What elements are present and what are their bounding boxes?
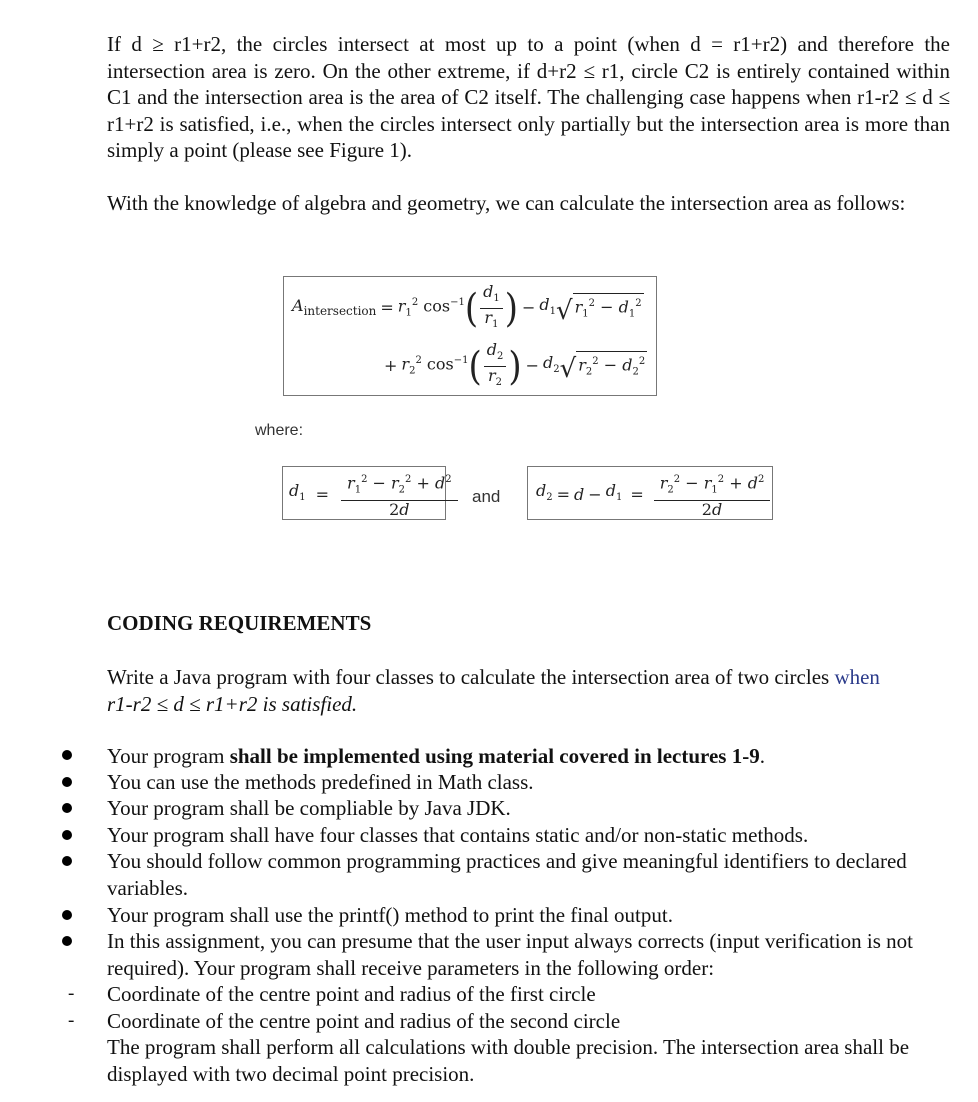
sub-requirement-2: Coordinate of the centre point and radius of the second circle [107,1009,621,1033]
formula-a-sub: intersection [303,304,377,319]
bullet-icon [62,856,72,866]
bullet-icon [62,803,72,813]
and-label: and [472,487,501,506]
formula-line-1: $A_{intersection}$ = $r_1^2$ $\cos^{-1}$ ( $\frac{d_1}{r_1}$ ) − $d_1$ √ $r_1^2 - d_1^2$ [292,282,642,332]
requirement-7: In this assignment, you can presume that the user input always corrects (input verification is not required). Your program shall receive parameters in the following order: [107,929,913,980]
formula-line-2: + $r_2^2$ $\cos^{-1}$ ( $\frac{d_2}{r_2}$ ) − $d_2$ √ $r_2^2 - d_2^2$ [384,340,646,390]
bullet-icon [62,777,72,787]
coding-intro: Write a Java program with four classes to calculate the intersection area of two circles when r1-r2 ≤ d ≤ r1+r2 is satisfied. [107,665,880,716]
intro-paragraph-1: If d ≥ r1+r2, the circles intersect at most up to a point (when d = r1+r2) and therefore the intersection area is zero. On the other extreme, if d+r2 ≤ r1, circle C2 is entirely contained within C1 and the intersection area is the area of C2 itself. The challenging case happens when r1-r2 ≤ d ≤ r1+r2 is satisfied, i.e., when the circles intersect only partially but the intersection area is more than simply a point (please see Figure 1). [107,32,950,162]
requirement-4: Your program shall have four classes that contains static and/or non-static methods. [107,823,809,847]
bullet-icon [62,750,72,760]
bullet-icon [62,910,72,920]
requirement-2: You can use the methods predefined in Math class. [107,770,534,794]
dash-icon: - [68,983,75,1004]
bullet-icon [62,830,72,840]
requirement-6: Your program shall use the printf() method to print the final output. [107,903,673,927]
d1-formula: $d_1$ = $\frac{r_1^2 - r_2^2 + d^2}{2d}$ [282,466,446,520]
final-requirement: The program shall perform all calculations with double precision. The intersection area shall be displayed with two decimal point precision. [107,1035,910,1086]
coding-intro-when: when [834,665,880,689]
requirement-1: Your program shall be implemented using material covered in lectures 1-9. [107,744,765,768]
requirement-5: You should follow common programming practices and give meaningful identifiers to declared variables. [107,849,907,900]
where-label: where: [255,422,304,439]
bullet-icon [62,936,72,946]
formula-a-label: A [292,295,304,315]
coding-intro-condition: r1-r2 ≤ d ≤ r1+r2 is satisfied. [107,691,358,716]
intro-paragraph-2: With the knowledge of algebra and geometry, we can calculate the intersection area as follows: [107,191,906,215]
intersection-area-formula [283,276,657,396]
sub-requirement-1: Coordinate of the centre point and radius of the first circle [107,982,596,1006]
coding-requirements-heading: CODING REQUIREMENTS [107,611,372,635]
dash-icon: - [68,1010,75,1031]
requirement-3: Your program shall be compliable by Java JDK. [107,796,511,820]
d2-formula: $d_2$ = d − $d_1$ = $\frac{r_2^2 - r_1^2 + d^2}{2d}$ [527,466,773,520]
